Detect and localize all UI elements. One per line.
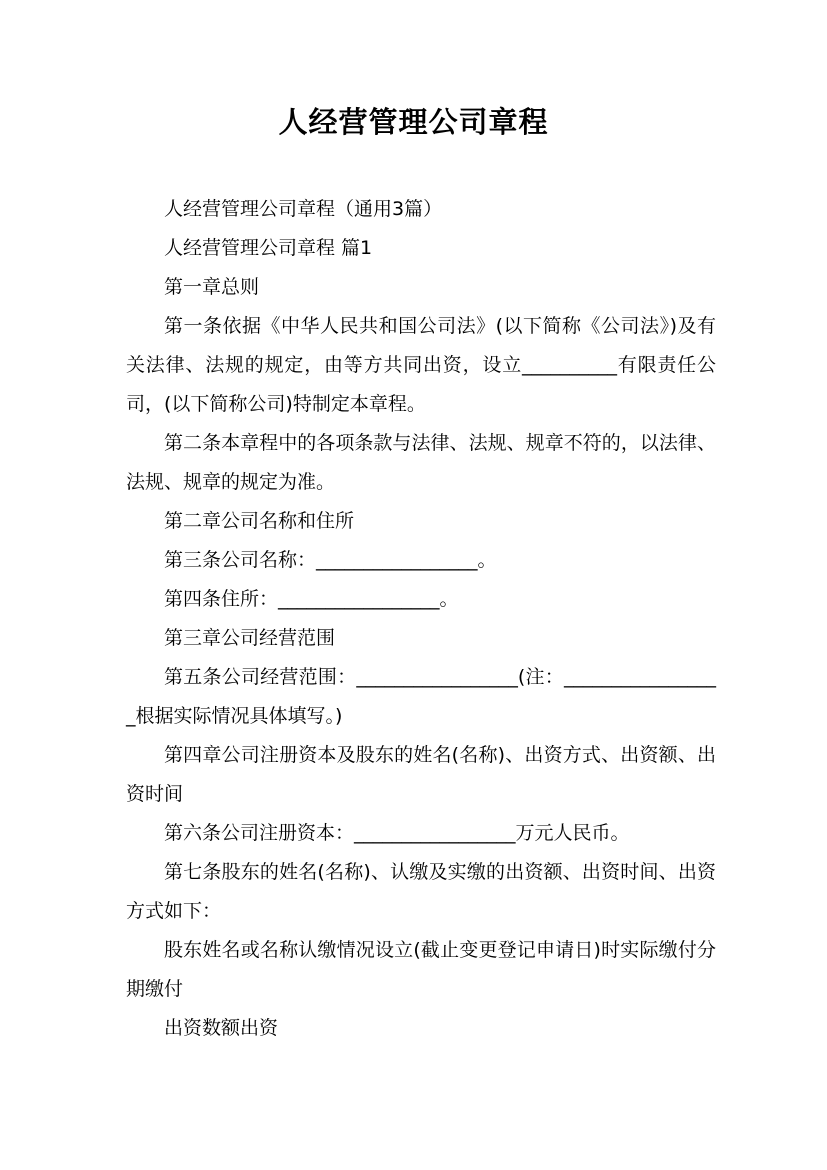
document-title: 人经营管理公司章程 bbox=[278, 105, 549, 139]
article-5: 第五条公司经营范围：_________________(注：_________________根据实际情况具体填写。) bbox=[126, 666, 716, 727]
article-3: 第三条公司名称：_________________。 bbox=[164, 549, 497, 571]
shareholder-table-subheader: 出资数额出资 bbox=[164, 1017, 279, 1039]
chapter-3-heading: 第三章公司经营范围 bbox=[164, 627, 336, 649]
document-body bbox=[126, 190, 716, 1048]
article-6: 第六条公司注册资本：_________________万元人民币。 bbox=[164, 822, 630, 844]
paragraph-part-heading: 人经营管理公司章程 篇1 bbox=[164, 237, 373, 259]
chapter-2-heading: 第二章公司名称和住所 bbox=[164, 510, 355, 532]
chapter-1-heading: 第一章总则 bbox=[164, 276, 260, 298]
article-1: 第一条依据《中华人民共和国公司法》(以下简称《公司法》)及有关法律、法规的规定，由等方共同出资，设立__________有限责任公司，(以下简称公司)特制定本章程。 bbox=[126, 315, 716, 415]
article-4: 第四条住所：_________________。 bbox=[164, 588, 459, 610]
article-7: 第七条股东的姓名(名称)、认缴及实缴的出资额、出资时间、出资方式如下： bbox=[126, 861, 716, 922]
shareholder-table-header: 股东姓名或名称认缴情况设立(截止变更登记申请日)时实际缴付分期缴付 bbox=[126, 939, 716, 1000]
chapter-4-heading: 第四章公司注册资本及股东的姓名(名称)、出资方式、出资额、出资时间 bbox=[126, 744, 716, 805]
article-2: 第二条本章程中的各项条款与法律、法规、规章不符的，以法律、法规、规章的规定为准。 bbox=[126, 432, 716, 493]
paragraph-subtitle: 人经营管理公司章程（通用3篇） bbox=[164, 198, 443, 220]
